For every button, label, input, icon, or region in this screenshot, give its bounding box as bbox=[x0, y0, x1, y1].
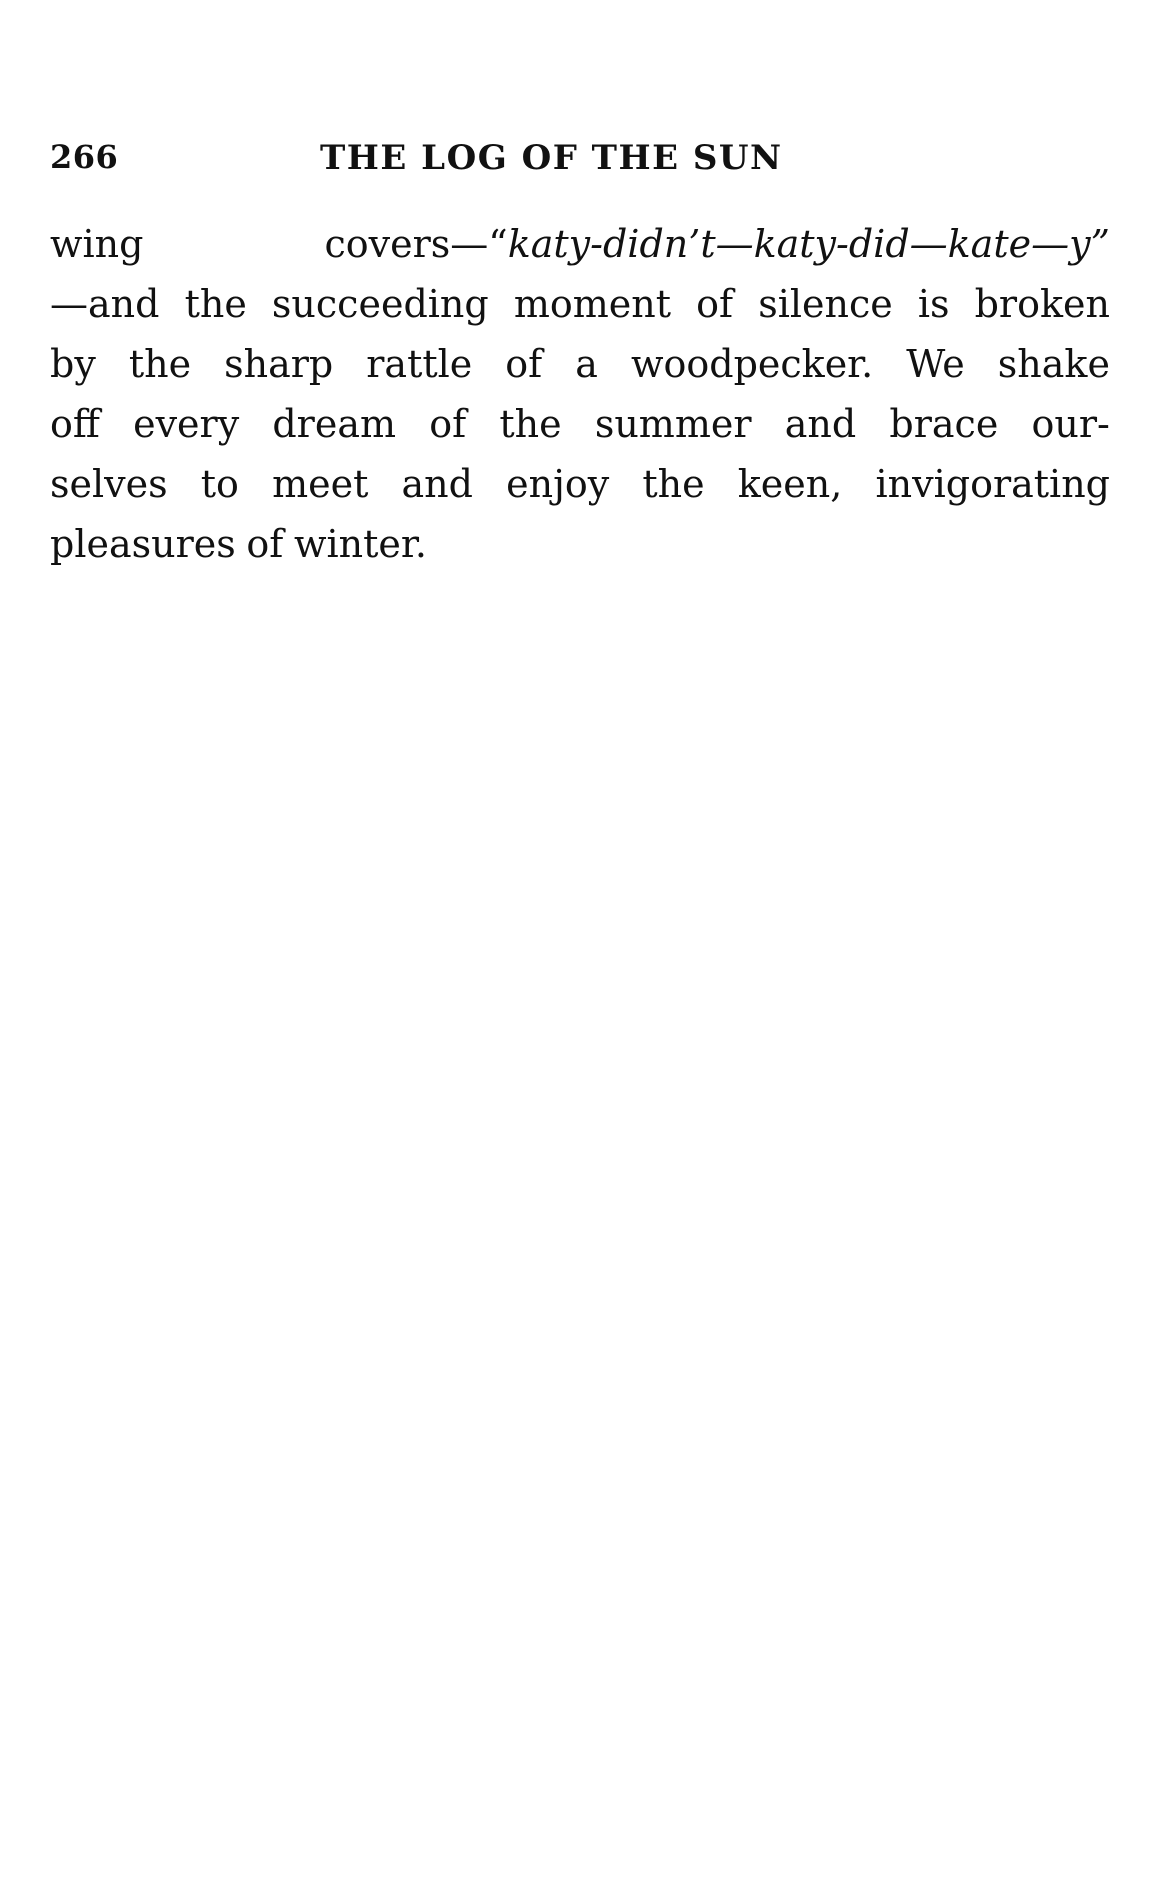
word: rattle bbox=[366, 342, 473, 386]
word: of bbox=[246, 522, 284, 566]
page-number: 266 bbox=[50, 138, 119, 176]
word: winter. bbox=[293, 522, 427, 566]
word: —and bbox=[50, 282, 160, 326]
word: keen, bbox=[737, 462, 843, 506]
word: silence bbox=[758, 282, 893, 326]
word: brace bbox=[889, 402, 999, 446]
word: and bbox=[784, 402, 857, 446]
word-plain: covers—“ bbox=[324, 222, 508, 266]
word: broken bbox=[974, 282, 1110, 326]
word: invigorating bbox=[875, 462, 1110, 506]
word: and bbox=[401, 462, 473, 506]
word: of bbox=[429, 402, 467, 446]
word: shake bbox=[997, 342, 1110, 386]
word: to bbox=[200, 462, 239, 506]
word: the bbox=[642, 462, 705, 506]
word: selves bbox=[50, 462, 168, 506]
text-line-6 bbox=[50, 514, 1110, 574]
text-line-5 bbox=[50, 454, 1110, 514]
body-text bbox=[50, 214, 1110, 574]
word: woodpecker. bbox=[630, 342, 874, 386]
word: the bbox=[499, 402, 562, 446]
word: dream bbox=[272, 402, 397, 446]
word: succeeding bbox=[271, 282, 489, 326]
word: the bbox=[128, 342, 192, 386]
word: We bbox=[906, 342, 965, 386]
word bbox=[324, 214, 1110, 274]
word: meet bbox=[272, 462, 369, 506]
word: sharp bbox=[224, 342, 334, 386]
word: our- bbox=[1031, 402, 1110, 446]
word: of bbox=[696, 282, 734, 326]
word: of bbox=[505, 342, 543, 386]
word: enjoy bbox=[506, 462, 610, 506]
word: summer bbox=[594, 402, 752, 446]
word: the bbox=[184, 282, 247, 326]
word: by bbox=[50, 342, 96, 386]
word: wing bbox=[50, 222, 144, 266]
text-line-1 bbox=[50, 214, 1110, 274]
word: moment bbox=[513, 282, 672, 326]
italic-phrase: katy-didn’t—katy-did—kate—y” bbox=[507, 222, 1110, 266]
running-title: THE LOG OF THE SUN bbox=[320, 138, 783, 178]
text-line-3 bbox=[50, 334, 1110, 394]
running-head bbox=[50, 138, 1110, 188]
word: pleasures bbox=[50, 522, 236, 566]
text-line-4 bbox=[50, 394, 1110, 454]
word: every bbox=[133, 402, 240, 446]
word: a bbox=[575, 342, 598, 386]
text-line-2 bbox=[50, 274, 1110, 334]
word: off bbox=[50, 402, 100, 446]
word: is bbox=[917, 282, 950, 326]
